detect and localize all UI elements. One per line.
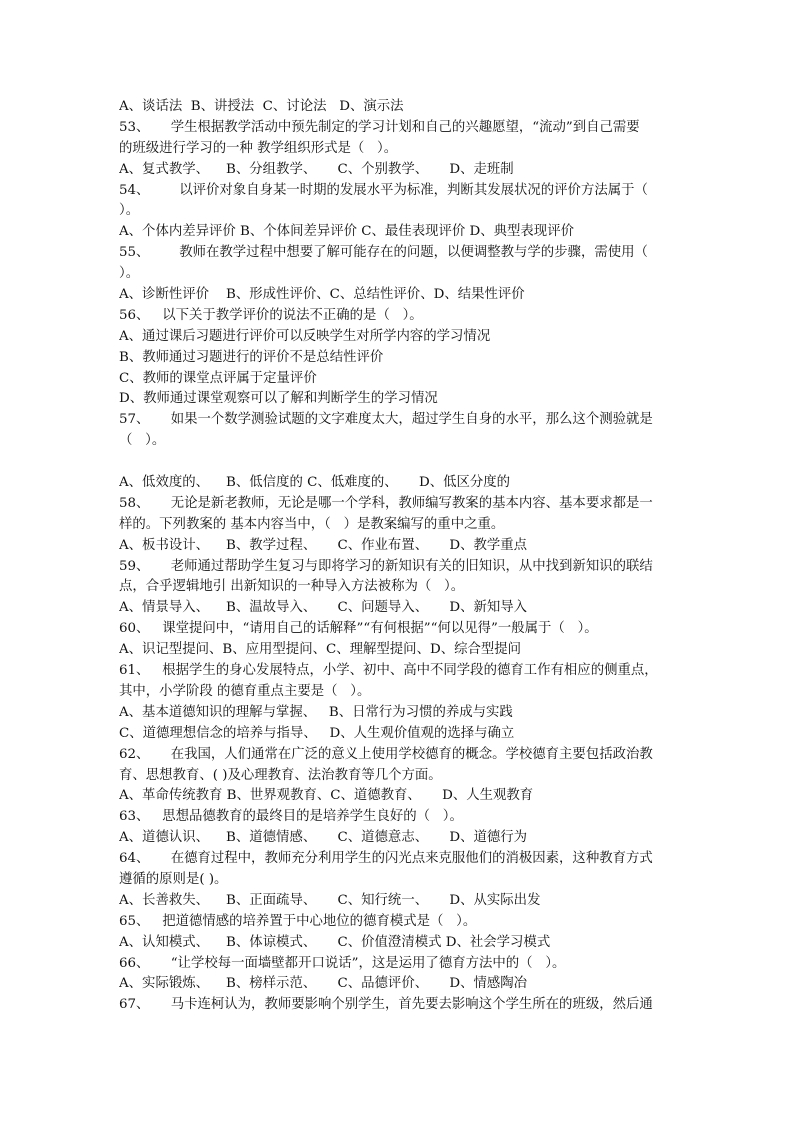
text-line: C、教师的课堂点评属于定量评价 <box>119 370 317 386</box>
text-line: A、长善救失、 B、正面疏导、 C、知行统一、 D、从实际出发 <box>119 892 541 908</box>
text-line: A、诊断性评价 B、形成性评价、C、总结性评价、D、结果性评价 <box>119 287 525 303</box>
text-line: 64、 在德育过程中，教师充分利用学生的闪光点来克服他们的消极因素，这种教育方式 <box>119 851 653 867</box>
text-line: A、个体内差异评价 B、个体间差异评价 C、最佳表现评价 D、典型表现评价 <box>119 224 574 240</box>
text-line: 55、 教师在教学过程中想要了解可能存在的问题，以便调整教与学的步骤，需使用（ <box>119 245 648 261</box>
text-line: A、识记型提问、B、应用型提问、C、理解型提问、D、综合型提问 <box>119 642 522 658</box>
text-line: A、情景导入、 B、温故导入、 C、问题导入、 D、新知导入 <box>119 600 528 616</box>
text-line: B、教师通过习题进行的评价不是总结性评价 <box>119 349 384 365</box>
text-line: A、实际锻炼、 B、榜样示范、 C、品德评价、 D、情感陶冶 <box>119 976 528 992</box>
text-line: A、革命传统教育 B、世界观教育、C、道德教育、 D、人生观教育 <box>119 788 534 804</box>
text-line: D、教师通过课堂观察可以了解和判断学生的学习情况 <box>119 391 438 407</box>
text-line: A、通过课后习题进行评价可以反映学生对所学内容的学习情况 <box>119 328 491 344</box>
text-line: 60、 课堂提问中，“请用自己的话解释”“有何根据”“何以见得”一般属于（ ）。 <box>119 621 598 637</box>
text-line: 点，合乎逻辑地引 出新知识的一种导入方法被称为（ ）。 <box>119 579 465 595</box>
text-line: 62、 在我国，人们通常在广泛的意义上使用学校德育的概念。学校德育主要包括政治教 <box>119 746 653 762</box>
text-line: A、基本道德知识的理解与掌握、 B、日常行为习惯的养成与实践 <box>119 704 513 720</box>
text-line: 61、 根据学生的身心发展特点，小学、初中、高中不同学段的德育工作有相应的侧重点， <box>119 663 658 679</box>
text-line: ）。 <box>119 203 140 219</box>
text-line: C、道德理想信念的培养与指导、 D、人生观价值观的选择与确立 <box>119 725 515 741</box>
text-line: 育、思想教育、( )及心理教育、法治教育等几个方面。 <box>119 767 442 783</box>
text-line: 59、 老师通过帮助学生复习与即将学习的新知识有关的旧知识，从中找到新知识的联结 <box>119 558 653 574</box>
text-line: A、板书设计、 B、教学过程、 C、作业布置、 D、教学重点 <box>119 537 528 553</box>
text-line: （ ）。 <box>119 433 166 449</box>
text-line: A、道德认识、 B、道德情感、 C、道德意志、 D、道德行为 <box>119 830 528 846</box>
text-line: 67、 马卡连柯认为，教师要影响个别学生，首先要去影响这个学生所在的班级，然后通 <box>119 997 653 1013</box>
text-line: 63、 思想品德教育的最终目的是培养学生良好的（ ）。 <box>119 809 463 825</box>
text-line: 58、 无论是新老教师，无论是哪一个学科，教师编写教案的基本内容、基本要求都是一 <box>119 495 653 511</box>
text-line: 65、 把道德情感的培养置于中心地位的德育模式是（ ）。 <box>119 913 477 929</box>
text-line: 57、 如果一个数学测验试题的文字难度太大，超过学生自身的水平，那么这个测验就是 <box>119 412 653 428</box>
text-line: 53、 学生根据教学活动中预先制定的学习计划和自己的兴趣愿望，“流动”到自己需要 <box>119 119 640 135</box>
text-line: 的班级进行学习的一种 教学组织形式是（ ）。 <box>119 140 398 156</box>
text-line: A、复式教学、 B、分组教学、 C、个别教学、 D、走班制 <box>119 161 514 177</box>
text-line: 56、 以下关于教学评价的说法不正确的是（ ）。 <box>119 307 423 323</box>
text-line: 54、 以评价对象自身某一时期的发展水平为标准，判断其发展状况的评价方法属于（ <box>119 182 648 198</box>
text-line: 样的。下列教案的 基本内容当中，（ ）是教案编写的重中之重。 <box>119 516 505 532</box>
text-line: 66、 “让学校每一面墙壁都开口说话”，这是运用了德育方法中的（ ）。 <box>119 955 566 971</box>
text-line: 其中，小学阶段 的德育重点主要是（ ）。 <box>119 683 371 699</box>
text-line: A、低效度的、 B、低信度的 C、低难度的、 D、低区分度的 <box>119 475 511 491</box>
text-line: ）。 <box>119 266 140 282</box>
text-line: A、谈话法 B、讲授法 C、讨论法 D、演示法 <box>119 99 404 114</box>
text-line: 遵循的原则是( )。 <box>119 871 228 887</box>
blank-line <box>119 452 677 473</box>
document-page <box>119 97 677 1016</box>
text-line: A、认知模式、 B、体谅模式、 C、价值澄清模式 D、社会学习模式 <box>119 934 551 950</box>
